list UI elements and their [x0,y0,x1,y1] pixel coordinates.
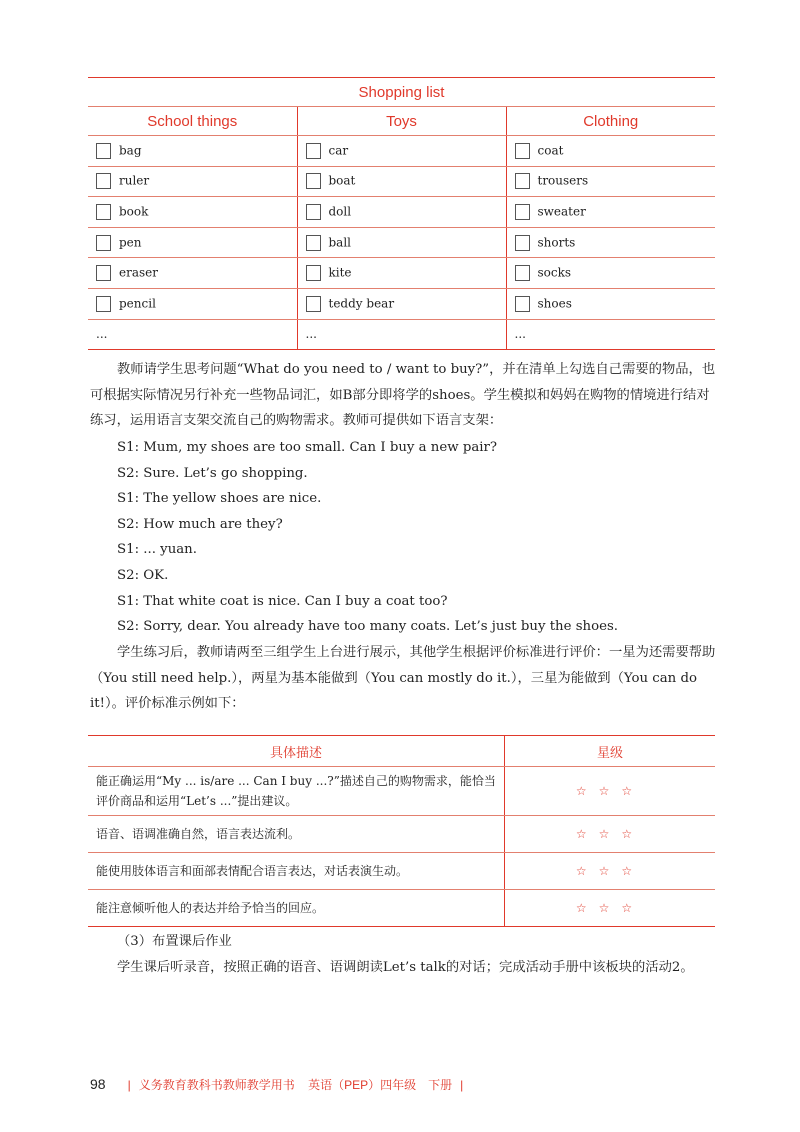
item-label: shoes [537,296,572,311]
star-rating[interactable]: ☆☆☆ [505,853,716,890]
list-item[interactable] [88,166,297,197]
item-label: sweater [537,204,586,219]
list-item[interactable] [506,227,715,258]
column-header: Clothing [506,107,715,136]
item-label: eraser [119,265,158,280]
more-items: ... [297,319,506,350]
list-item[interactable] [88,136,297,167]
page-number: 98 [90,1076,106,1092]
table-row [88,853,715,890]
item-label: ruler [119,173,150,188]
dialogue-line: S2: Sure. Let’s go shopping. [117,465,308,481]
criterion: 能使用肢体语言和面部表情配合语言表达，对话表演生动。 [88,853,505,890]
criterion: 语音、语调准确自然，语言表达流利。 [88,816,505,853]
item-label: boat [328,173,356,188]
column-header: School things [88,107,297,136]
shopping-list-title: Shopping list [88,78,715,107]
item-label: pencil [119,296,156,311]
checkbox[interactable] [515,235,530,251]
criterion: 能正确运用“My ... is/are ... Can I buy ...?”描述自己的购物需求，能恰当评价商品和运用“Let’s ...”提出建议。 [88,767,505,816]
item-label: kite [328,265,352,280]
paragraph: 教师请学生思考问题“What do you need to / want to buy?”，并在清单上勾选自己需要的物品，也可根据实际情况另行补充一些物品词汇，如B部分即将学的shoes。学生模拟和妈妈在购物的情境进行结对练习，运用语言支架交流自己的购物需求。教师可提供如下语言支架： [90,362,716,429]
dialogue-line: S1: That white coat is nice. Can I buy a coat too? [117,593,448,609]
dialogue-line: S2: OK. [117,567,169,583]
star-rating[interactable]: ☆☆☆ [505,767,716,816]
list-item[interactable] [88,288,297,319]
table-row [88,227,715,258]
list-item[interactable] [297,227,506,258]
dialogue-line: S2: Sorry, dear. You already have too many coats. Let’s just buy the shoes. [117,619,619,635]
table-row [88,288,715,319]
checkbox[interactable] [96,204,111,220]
table-row [88,890,715,927]
list-item[interactable] [297,136,506,167]
list-item[interactable] [506,136,715,167]
dialogue [90,435,747,640]
list-item[interactable] [506,258,715,289]
table-row [88,197,715,228]
list-item[interactable] [88,258,297,289]
dialogue-line: S1: ... yuan. [117,542,197,558]
dialogue-line: S1: The yellow shoes are nice. [117,491,322,507]
item-label: doll [328,204,352,219]
page-footer: 98 | 义务教育教科书教师教学用书 英语（PEP）四年级 下册 | [90,1076,464,1092]
column-header: 具体描述 [88,736,505,767]
list-item[interactable] [506,197,715,228]
item-label: bag [119,143,142,158]
checkbox[interactable] [96,173,111,189]
checkbox[interactable] [306,204,321,220]
book-title: 义务教育教科书教师教学用书 [138,1078,295,1092]
more-items: ... [506,319,715,350]
table-row [88,816,715,853]
table-row [88,166,715,197]
dialogue-line: S1: Mum, my shoes are too small. Can I buy a new pair? [117,440,498,455]
list-item[interactable] [88,227,297,258]
subject: 英语（PEP）四年级 下册 [308,1078,453,1092]
list-item[interactable] [297,258,506,289]
item-label: book [119,204,149,219]
column-header: 星级 [505,736,716,767]
paragraph: 学生练习后，教师请两至三组学生上台进行展示，其他学生根据评价标准进行评价：一星为还需要帮助（You still need help.），两星为基本能做到（You can mostly do it.），三星为能做到（You can do it!）。评价标准示例如下： [90,645,716,712]
column-header: Toys [297,107,506,136]
checkbox[interactable] [96,143,111,159]
criterion: 能注意倾听他人的表达并给予恰当的回应。 [88,890,505,927]
list-item[interactable] [88,197,297,228]
checkbox[interactable] [515,173,530,189]
checkbox[interactable] [306,235,321,251]
table-row [88,767,715,816]
checkbox[interactable] [306,296,321,312]
item-label: trousers [537,173,589,188]
item-label: car [328,143,349,158]
star-rating[interactable]: ☆☆☆ [505,816,716,853]
shopping-list-table [88,77,715,350]
list-item[interactable] [297,288,506,319]
table-row [88,258,715,289]
table-row [88,136,715,167]
star-rating[interactable]: ☆☆☆ [505,890,716,927]
item-label: pen [119,235,142,250]
list-item[interactable] [506,288,715,319]
checkbox[interactable] [515,143,530,159]
checkbox[interactable] [96,235,111,251]
list-item[interactable] [297,197,506,228]
dialogue-line: S2: How much are they? [117,516,283,532]
checkbox[interactable] [515,265,530,281]
checkbox[interactable] [515,204,530,220]
more-items: ... [88,319,297,350]
table-row [88,319,715,350]
checkbox[interactable] [306,143,321,159]
checkbox[interactable] [515,296,530,312]
checkbox[interactable] [96,265,111,281]
checkbox[interactable] [306,265,321,281]
section-heading: （3）布置课后作业 [117,934,232,949]
rubric-table [88,735,715,927]
item-label: teddy bear [328,296,395,311]
item-label: socks [537,265,572,280]
list-item[interactable] [297,166,506,197]
item-label: coat [537,143,564,158]
checkbox[interactable] [96,296,111,312]
item-label: shorts [537,235,576,250]
checkbox[interactable] [306,173,321,189]
paragraph: 学生课后听录音，按照正确的语音、语调朗读Let’s talk的对话；完成活动手册中该板块的活动2。 [117,960,694,975]
item-label: ball [328,235,352,250]
list-item[interactable] [506,166,715,197]
